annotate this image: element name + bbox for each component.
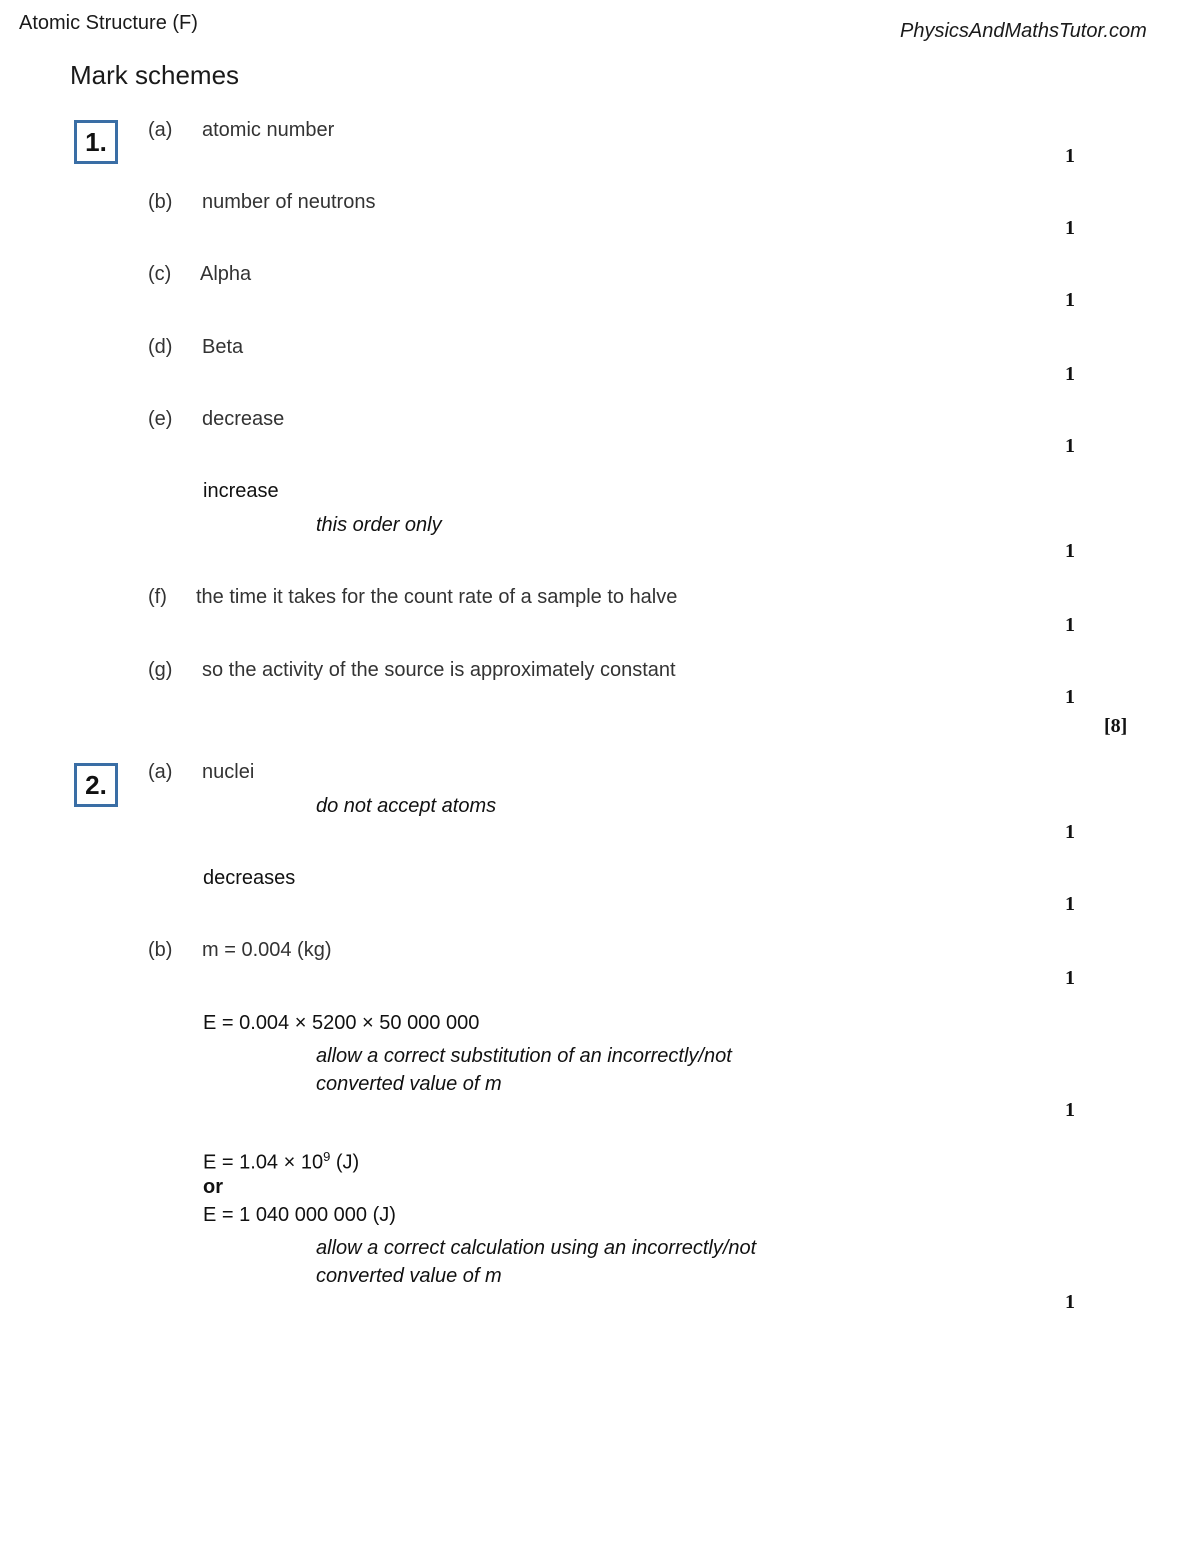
item-answer: m = 0.004 (kg) (202, 939, 332, 961)
item-note: do not accept atoms (316, 795, 497, 817)
item-note: allow a correct calculation using an incorrectly/not (316, 1237, 757, 1259)
item-answer: Beta (202, 336, 244, 358)
mark-value: 1 (1065, 145, 1075, 167)
item-answer: number of neutrons (202, 191, 376, 213)
item-label: (d) (148, 336, 173, 358)
item-note: this order only (316, 514, 442, 536)
item-answer: decreases (203, 867, 296, 889)
mark-value: 1 (1065, 540, 1075, 562)
item-answer: nuclei (202, 761, 255, 783)
or-connector: or (203, 1176, 223, 1198)
mark-value: 1 (1065, 435, 1075, 457)
item-answer: E = 0.004 × 5200 × 50 000 000 (203, 1012, 480, 1034)
item-label: (g) (148, 659, 173, 681)
item-label: (b) (148, 191, 173, 213)
item-answer-alt: E = 1 040 000 000 (J) (203, 1204, 396, 1226)
question-total: [8] (1104, 715, 1128, 737)
item-answer: so the activity of the source is approximately constant (202, 659, 676, 681)
mark-value: 1 (1065, 614, 1075, 636)
answer-exponent: 9 (323, 1149, 331, 1164)
page-title: Mark schemes (70, 60, 240, 90)
item-note: allow a correct substitution of an incorrectly/not (316, 1045, 732, 1067)
answer-base: E = 1.04 × 10 (203, 1151, 324, 1174)
mark-value: 1 (1065, 893, 1075, 915)
item-label: (e) (148, 408, 173, 430)
item-label: (f) (148, 586, 167, 608)
item-answer: Alpha (200, 263, 252, 285)
item-answer: the time it takes for the count rate of a sample to halve (196, 586, 678, 608)
answer-unit: (J) (330, 1151, 360, 1174)
item-label: (a) (148, 119, 173, 141)
item-label: (b) (148, 939, 173, 961)
header-right: PhysicsAndMathsTutor.com (900, 20, 1147, 42)
mark-value: 1 (1065, 821, 1075, 843)
mark-value: 1 (1065, 967, 1075, 989)
item-answer: increase (203, 480, 279, 502)
mark-value: 1 (1065, 1099, 1075, 1121)
question-number-box: 2. (74, 763, 118, 807)
item-answer (203, 1149, 359, 1175)
header-left: Atomic Structure (F) (19, 12, 198, 34)
item-note: converted value of m (316, 1073, 502, 1095)
question-number-box: 1. (74, 120, 118, 164)
item-answer: decrease (202, 408, 285, 430)
mark-value: 1 (1065, 686, 1075, 708)
item-answer: atomic number (202, 119, 335, 141)
mark-value: 1 (1065, 363, 1075, 385)
item-label: (c) (148, 263, 172, 285)
mark-value: 1 (1065, 1291, 1075, 1313)
item-note: converted value of m (316, 1265, 502, 1287)
mark-value: 1 (1065, 289, 1075, 311)
mark-value: 1 (1065, 217, 1075, 239)
item-label: (a) (148, 761, 173, 783)
